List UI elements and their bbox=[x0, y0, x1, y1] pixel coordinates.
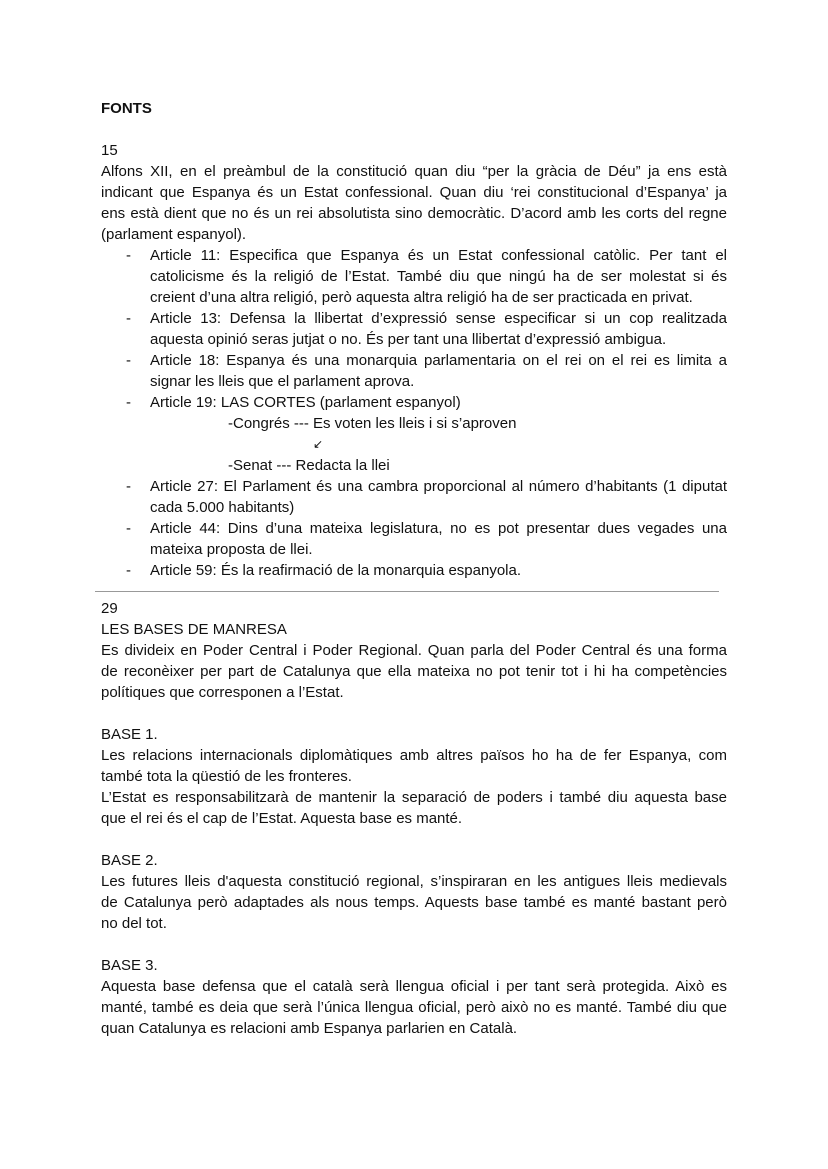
text-line: polítiques que corresponen a l’Estat. bbox=[101, 684, 344, 701]
base-paragraph bbox=[101, 871, 727, 934]
article-19-item bbox=[101, 392, 727, 413]
text-line: Article 27: El Parlament és una cambra proporcional al número d’habitants (1 diputat bbox=[150, 478, 727, 495]
text-line: de Catalunya però adaptades als nous temps. Aquests base també es manté bastant però bbox=[101, 894, 727, 911]
heading-fonts: FONTS bbox=[101, 100, 152, 117]
article-item bbox=[101, 245, 727, 308]
text-line: no del tot. bbox=[101, 915, 167, 932]
text-line: indicant que Espanya és un Estat confessional. Quan diu ‘rei constitucional d’Espanya’ ja bbox=[101, 184, 727, 201]
list-dash: - bbox=[126, 352, 131, 369]
list-dash: - bbox=[126, 478, 131, 495]
intro-paragraph bbox=[101, 640, 727, 703]
list-dash: - bbox=[126, 520, 131, 537]
arrow-icon: ↙ bbox=[313, 437, 324, 451]
text-line: Alfons XII, en el preàmbul de la constitució quan diu “per la gràcia de Déu” ja ens està bbox=[101, 163, 727, 180]
article-list-2 bbox=[101, 476, 727, 581]
text-line: Es divideix en Poder Central i Poder Regional. Quan parla del Poder Central és una forma bbox=[101, 642, 727, 659]
base-title: BASE 3. bbox=[101, 957, 158, 974]
text-line: manté, també es deia que serà l’única llengua oficial, però això no es manté. També diu que bbox=[101, 999, 727, 1016]
intro-paragraph bbox=[101, 161, 727, 245]
article-item bbox=[101, 560, 727, 581]
list-dash: - bbox=[126, 394, 131, 411]
list-dash: - bbox=[126, 310, 131, 327]
section-number: 29 bbox=[101, 600, 118, 617]
text-line: que el rei és el cap de l’Estat. Aquesta base es manté. bbox=[101, 810, 463, 827]
section-number: 15 bbox=[101, 142, 118, 159]
text-line: Article 11: Especifica que Espanya és un Estat confessional catòlic. Per tant el bbox=[150, 247, 727, 264]
senat-line: -Senat --- Redacta la llei bbox=[228, 457, 390, 474]
article-item bbox=[101, 308, 727, 350]
text-line: cada 5.000 habitants) bbox=[150, 499, 295, 516]
text-line: Les futures lleis d'aquesta constitució regional, s’inspiraran en les antigues lleis medievals bbox=[101, 873, 727, 890]
text-line: ens està dient que no és un rei absolutista sino democràtic. D’acord amb les corts del regne bbox=[101, 205, 727, 222]
text-line: Article 44: Dins d’una mateixa legislatura, no es pot presentar dues vegades una bbox=[150, 520, 727, 537]
article-list bbox=[101, 245, 727, 392]
horizontal-rule bbox=[95, 591, 719, 592]
list-dash: - bbox=[126, 562, 131, 579]
base-paragraph bbox=[101, 976, 727, 1039]
text-line: també tota la qüestió de les fronteres. bbox=[101, 768, 352, 785]
section-title: LES BASES DE MANRESA bbox=[101, 621, 287, 638]
base-title: BASE 1. bbox=[101, 726, 158, 743]
document-page bbox=[101, 98, 727, 1039]
text-line: aquesta opinió seras jutjat o no. És per tant una llibertat d’expressió ambigua. bbox=[150, 331, 667, 348]
text-line: Aquesta base defensa que el català serà llengua oficial i per tant serà protegida. Això es bbox=[101, 978, 727, 995]
article-item bbox=[101, 476, 727, 518]
text-line: L’Estat es responsabilitzarà de mantenir la separació de poders i també diu aquesta base bbox=[101, 789, 727, 806]
text-line: Article 13: Defensa la llibertat d’expressió sense especificar si un cop realitzada bbox=[150, 310, 727, 327]
article-item bbox=[101, 518, 727, 560]
text-line: Article 18: Espanya és una monarquia parlamentaria on el rei on el rei es limita a bbox=[150, 352, 727, 369]
text-line: creient d’una altra religió, però aquesta altra religió ha de ser practicada en privat. bbox=[150, 289, 693, 306]
article-item bbox=[101, 350, 727, 392]
text-line: quan Catalunya es relacioni amb Espanya parlarien en Català. bbox=[101, 1020, 518, 1037]
text-line: Article 59: És la reafirmació de la monarquia espanyola. bbox=[150, 562, 522, 579]
congres-line: -Congrés --- Es voten les lleis i si s’aproven bbox=[228, 415, 517, 432]
text-line: catolicisme és la religió de l’Estat. També diu que ningú ha de ser molestat si és bbox=[150, 268, 727, 285]
text-line: signar les lleis que el parlament aprova. bbox=[150, 373, 415, 390]
bases-list bbox=[101, 703, 727, 1039]
base-paragraph bbox=[101, 745, 727, 829]
article-19-title: Article 19: LAS CORTES (parlament espanyol) bbox=[150, 394, 461, 411]
text-line: de reconèixer per part de Catalunya que ella mateixa no pot tenir tot i hi ha competències bbox=[101, 663, 727, 680]
text-line: mateixa proposta de llei. bbox=[150, 541, 313, 558]
text-line: (parlament espanyol). bbox=[101, 226, 247, 243]
text-line: Les relacions internacionals diplomàtiques amb altres països ho ha de fer Espanya, com bbox=[101, 747, 727, 764]
list-dash: - bbox=[126, 247, 131, 264]
base-title: BASE 2. bbox=[101, 852, 158, 869]
